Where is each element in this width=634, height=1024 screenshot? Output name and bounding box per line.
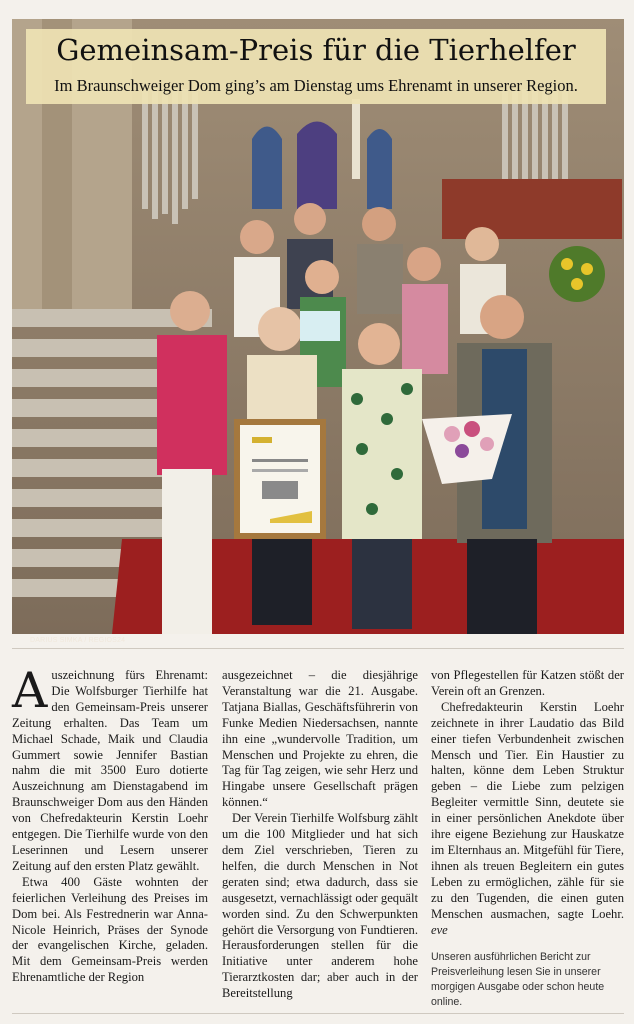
author-initials: eve <box>431 922 448 937</box>
group-photo <box>12 19 624 644</box>
paragraph <box>431 700 624 939</box>
headline-box <box>26 29 606 104</box>
bottom-divider <box>12 1013 624 1014</box>
article-column-2 <box>222 668 418 1002</box>
paragraph-text: uszeichnung fürs Ehrenamt: Die Wolfsburger Tierhilfe hat den Gemeinsam-Preis unserer Zeitung erhalten. Das Team um Michael Schade, Maik und Claudia Gummert sowie Jennifer Bastian nahm die mit 3500 Euro dotierte Auszeichnung am Dienstagabend im Braunschweiger Dom aus den Händen von Chefredakteurin Kerstin Loehr entgegen. Die Tierhilfe wurde von den Leserinnen und Lesern unserer Zeitung auf den ersten Platz gewählt. <box>12 668 208 873</box>
subheadline: Im Braunschweiger Dom ging’s am Dienstag ums Ehrenamt in unserer Region. <box>54 76 578 95</box>
paragraph: Der Verein Tierhilfe Wolfsburg zählt um die 100 Mitglieder und hat sich dem Ziel verschrieben, Tieren zu helfen, die durch Menschen in Not geraten sind; etwa dadurch, dass sie ausgesetzt, vernachlässigt oder gequält worden sind. Zu den Schwerpunkten gehört die Versorgung von Fundtieren. Herausforderungen stellen für die Initiative unter anderem hohe Tierarztkosten dar; aber auch in der Bereitstellung <box>222 811 418 1001</box>
photo-illustration <box>12 19 624 634</box>
headline: Gemeinsam-Preis für die Tierhelfer <box>56 33 576 67</box>
online-note: Unseren ausführlichen Bericht zur Preisverleihung lesen Sie in unserer morgigen Ausgabe oder schon heute online. <box>431 951 605 1009</box>
article-column-1 <box>12 662 208 986</box>
dropcap: A <box>12 662 48 719</box>
paragraph: von Pflegestellen für Katzen stößt der Verein oft an Grenzen. <box>431 668 624 698</box>
paragraph-text: Chefredakteurin Kerstin Loehr zeichnete in ihrer Laudatio das Bild einer tiefen Verbundenheit zwischen Mensch und Tier. Ein Haustier zu halten, könne dem Leben Struktur geben – die Liebe zum pelzigen Begleiter vermittle Sinn, deutete sie in einer persönlichen Anekdote über ihre eigene Beziehung zur Hauskatze im Elternhaus an. Mitgefühl für Tiere, ihnen als treuen Begleitern ein gutes Leben zu ermöglichen, zähle für sie zu den Tugenden, die einen guten Menschen ausmachen, sagte Loehr. <box>431 699 624 921</box>
paragraph: ausgezeichnet – die diesjährige Veranstaltung war die 21. Ausgabe. Tatjana Biallas, Geschäftsführerin von Funke Medien Niedersachsen, nannte ihn eine „wundervolle Tradition, um Menschen und Projekte zu ehren, die Tag für Tag zeigen, wie sehr Herz und Hingabe unsere Gesellschaft prägen können.“ <box>222 668 418 810</box>
paragraph <box>12 662 208 875</box>
photo-credit: DARIUS SIMKA / REGIOS24 <box>30 637 126 644</box>
article-column-3 <box>431 668 624 1010</box>
paragraph: Etwa 400 Gäste wohnten der feierlichen Verleihung des Preises im Dom bei. Als Festrednerin war Anna-Nicole Heinrich, Präses der Synode der evangelischen Kirche, geladen. Mit dem Gemeinsam-Preis werden Ehrenamtliche der Region <box>12 874 208 985</box>
divider <box>12 648 624 649</box>
